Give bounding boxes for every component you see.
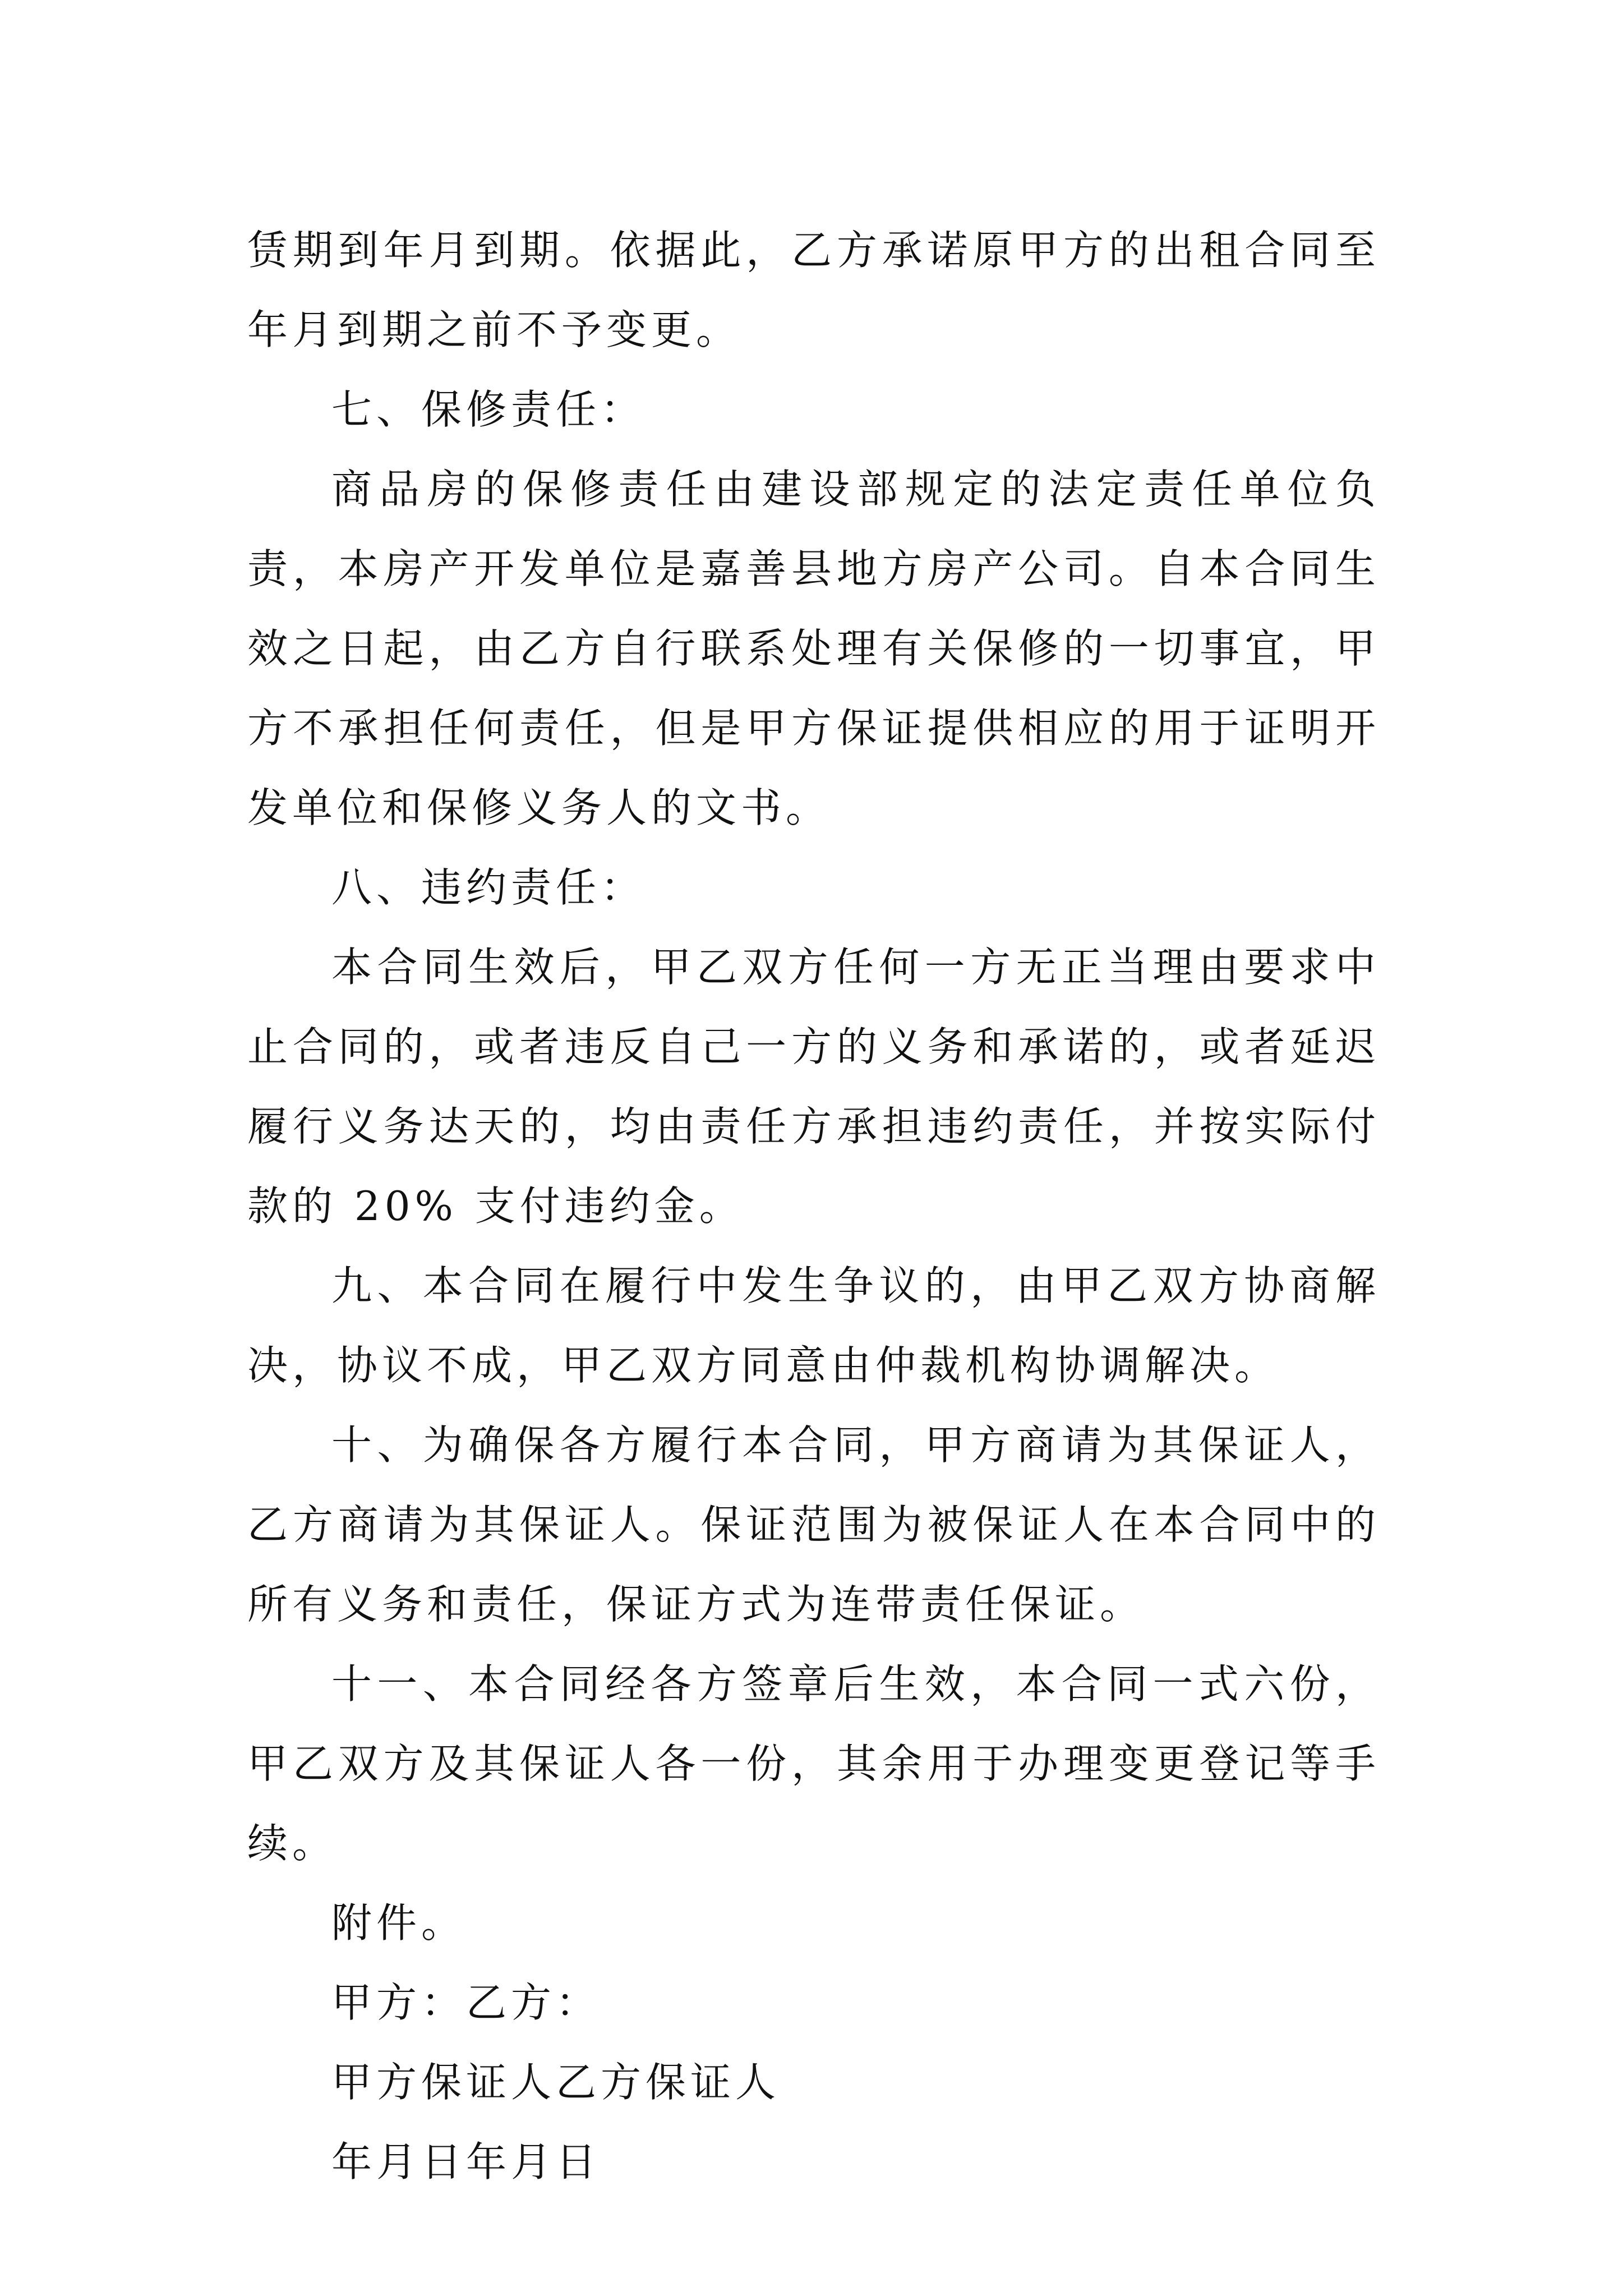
paragraph-dispute: 九、本合同在履行中发生争议的，由甲乙双方协商解决，协议不成，甲乙双方同意由仲裁机构协调解决。 (247, 1262, 1380, 1389)
paragraph-guarantor: 十、为确保各方履行本合同，甲方商请为其保证人，乙方商请为其保证人。保证范围为被保证人在本合同中的所有义务和责任，保证方式为连带责任保证。 (247, 1421, 1380, 1628)
signature-parties: 甲方：乙方： (331, 1979, 601, 2026)
heading-breach: 八、违约责任： (331, 864, 646, 911)
signature-dates: 年月日年月日 (331, 2138, 601, 2185)
heading-warranty: 七、保修责任： (331, 386, 646, 433)
paragraph-effect: 十一、本合同经各方签章后生效，本合同一式六份，甲乙双方及其保证人各一份，其余用于办理变更登记等手续。 (247, 1660, 1380, 1867)
signature-guarantors: 甲方保证人乙方保证人 (331, 2059, 781, 2106)
attachment-line: 附件。 (331, 1899, 467, 1947)
document-body (247, 210, 1380, 2202)
paragraph-warranty: 商品房的保修责任由建设部规定的法定责任单位负责，本房产开发单位是嘉善县地方房产公司。自本合同生效之日起，由乙方自行联系处理有关保修的一切事宜，甲方不承担任何责任，但是甲方保证提供相应的用于证明开发单位和保修义务人的文书。 (247, 466, 1380, 831)
paragraph-lease-term: 赁期到年月到期。依据此，乙方承诺原甲方的出租合同至年月到期之前不予变更。 (247, 227, 1380, 353)
paragraph-breach: 本合同生效后，甲乙双方任何一方无正当理由要求中止合同的，或者违反自己一方的义务和承诺的，或者延迟履行义务达天的，均由责任方承担违约责任，并按实际付款的 20% 支付违约金。 (247, 944, 1380, 1230)
